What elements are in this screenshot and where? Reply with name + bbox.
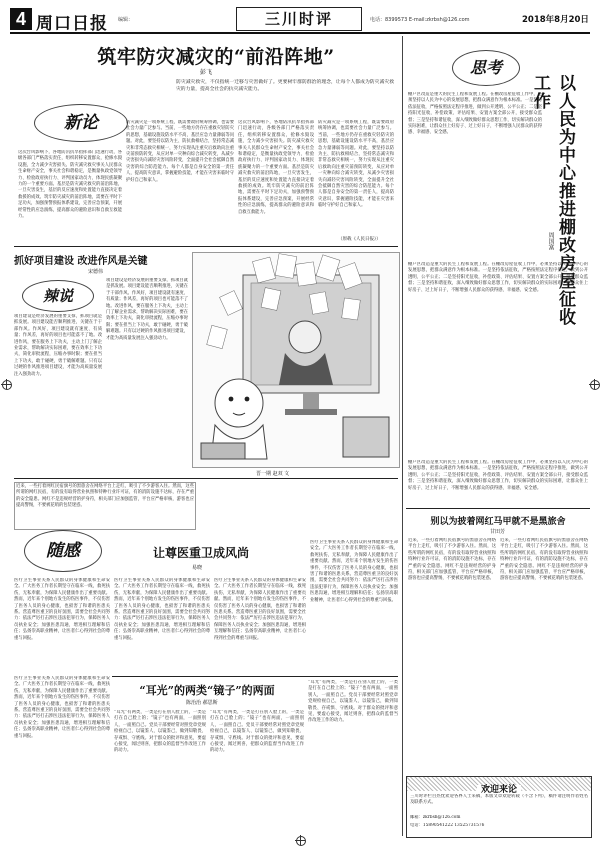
notice-box: 近来，一些打着网红民宿旗号的黑旅舍在网络平台上走红，吸引了不少游客入住。然而，这些所谓的网红民宿，有的没有取得营业执照和特种行业许可证，有的消防设施不达标，存在严重的安全隐患。网红不是违规经营的护身符，相关部门应加强监管，平台应严格审核，游客也应提高警惕，不要被花哨的包装迷惑。 xyxy=(14,482,196,530)
divider xyxy=(14,246,398,247)
paper-name: 周口日报 xyxy=(36,14,108,34)
section-name: 三川时评 xyxy=(264,10,333,28)
registration-mark-icon xyxy=(590,380,600,390)
welcome-title: 欢迎来论 xyxy=(477,785,521,795)
issue-date: 2018年8月20日 xyxy=(522,15,589,25)
article5-headline: 别以为披着网红马甲就不是黑旅舍 xyxy=(430,517,566,527)
article3-cont: 医疗卫生事业关系人民群众的身体健康和生命安全。广大医务工作者长期坚守在临床一线，救死扶伤，无私奉献，为保障人民健康作出了重要贡献。然而，近年来个别地方发生的伤医事件，不仅伤害了医务人员的身心健康，也损害了和谐的医患关系。营造尊医重卫的良好氛围，需要全社会共同努力：依法严厉打击涉医违法犯罪行为，保障医务人员执业安全；加强医患沟通，增进相互理解和信任；弘扬崇高职业精神，让医者仁心得到社会的尊重与回报。 xyxy=(14,676,110,739)
main-col-2: 防灾减灾是一项系统工程，既需要政府统筹协调，也需要社会力量广泛参与。当前，一些地方仍存在重救灾轻防灾的思想，基础设施设防水平不高，基层应急力量薄弱等问题。对此，要坚持以防为主、防抗救相结合，坚持常态减灾和非常态救灾相统一，努力实现从注重灾后救助向注重灾前预防转变，从应对单一灾种向综合减灾转变，从减少灾害损失向减轻灾害风险转变，全面提升全社会抵御自然灾害的综合防范能力。每个人都是自身安全的第一责任人，提高防灾意识，掌握避险技能，才能在灾害来临时守护好自己和家人。 xyxy=(126,120,234,183)
welcome-box xyxy=(406,776,592,838)
page-number-box xyxy=(10,8,32,30)
column-badge-suigan xyxy=(24,530,102,572)
column-badge-sikao xyxy=(452,50,520,86)
article3-col-4: 医疗卫生事业关系人民群众的身体健康和生命安全。广大医务工作者长期坚守在临床一线，救死扶伤，无私奉献，为保障人民健康作出了重要贡献。然而，近年来个别地方发生的伤医事件，不仅伤害了医务人员的身心健康，也损害了和谐的医患关系。营造尊医重卫的良好氛围，需要全社会共同努力：依法严厉打击涉医违法犯罪行为，保障医务人员执业安全；加强医患沟通，增进相互理解和信任；弘扬崇高职业精神，让医者仁心得到社会的尊重与回报。 xyxy=(310,540,398,603)
badge-label: 随感 xyxy=(46,541,80,561)
right-author: 周国富 xyxy=(547,232,554,250)
article4-author: 陈治治 郝思斯 xyxy=(186,700,218,706)
article3-headline: 让尊医重卫成风尚 xyxy=(152,546,249,560)
badge-label: 辣说 xyxy=(42,287,73,305)
article2-headline: 抓好项目建设 改进作风是关键 xyxy=(14,256,148,267)
cartoon-caption: 晋一期 赵双 文 xyxy=(256,471,290,477)
editor-credit: 编辑： xyxy=(118,17,134,23)
badge-label: 新论 xyxy=(64,113,98,133)
article3-col-1: 医疗卫生事业关系人民群众的身体健康和生命安全。广大医务工作者长期坚守在临床一线，救死扶伤，无私奉献，为保障人民健康作出了重要贡献。然而，近年来个别地方发生的伤医事件，不仅伤害了医务人员的身心健康，也损害了和谐的医患关系。营造尊医重卫的良好氛围，需要全社会共同努力：依法严厉打击涉医违法犯罪行为，保障医务人员执业安全；加强医患沟通，增进相互理解和信任；弘扬崇高职业精神，让医者仁心得到社会的尊重与回报。 xyxy=(14,578,110,641)
main-source: （原载《人民日报》） xyxy=(338,237,381,242)
article2-author: 宋德伟 xyxy=(88,269,104,275)
column-badge-xinlun xyxy=(34,104,128,142)
main-col-3: 这次台风影响下，各地防汛抗旱指挥部门迅速行动，各级各部门严格落实责任，组织转移安置群众，抢修水毁设施，全力减少灾害损失。防灾减灾救灾事关人民群众生命财产安全，事关社会和谐稳定，是衡量执政党领导力、检验政府执行力、评判国家动员力、体现民族凝聚力的一个重要方面。基层是防灾减灾救灾的前沿阵地，一旦灾害发生，基层的反应速度和处置能力直接决定着救援的成效。筑牢防灾减灾的前沿阵地，需要在平时下足功夫，加强预警预报体系建设，完善应急预案，开展经常性的应急演练，提高群众的避险意识和自救互救能力。 xyxy=(238,120,314,215)
main-col-1: 这次台风影响下，各地防汛抗旱指挥部门迅速行动，各级各部门严格落实责任，组织转移安置群众，抢修水毁设施，全力减少灾害损失。防灾减灾救灾事关人民群众生命财产安全，事关社会和谐稳定，是衡量执政党领导力、检验政府执行力、评判国家动员力、体现民族凝聚力的一个重要方面。基层是防灾减灾救灾的前沿阵地，一旦灾害发生，基层的反应速度和处置能力直接决定着救援的成效。筑牢防灾减灾的前沿阵地，需要在平时下足功夫，加强预警预报体系建设，完善应急预案，开展经常性的应急演练，提高群众的避险意识和自救互救能力。 xyxy=(18,150,122,220)
main-author: 彭飞 xyxy=(200,69,213,76)
article4-col-1: “耳光”有两类，一类是打在别人脸上的，一类是打在自己脸上的；“镜子”也有两面，一面照别人，一面照自己。党员干部要经常对照党章党规检视自己，以镜鉴人、以镜鉴己，做到知敬畏、存戒惧、守底线。对于群众的批评和意见，要虚心接受，闻过则喜，把群众的监督当作改进工作的动力。 xyxy=(114,710,206,754)
main-headline: 筑牢防灾减灾的“前沿阵地” xyxy=(97,46,335,68)
welcome-line-1: 三川时评栏目热忱欢迎各界人士来稿，本版文章欢迎转载（不含下列），稿件请注明作者姓名及联系方式。 xyxy=(410,794,588,806)
right-headline: 以人民为中心推进棚改房屋征收工作 xyxy=(530,74,575,326)
welcome-line-3: 电话：15890541222 13525731576 xyxy=(410,823,485,828)
article5-author: 甘田芳 xyxy=(490,529,506,535)
main-lead: 防灾减灾救灾，不仅指统一迁移与灾害做好了。更要树牢群防群治的理念，让每个人都成为防灾减灾救灾的力量，提高全社会的抗灾减灾能力。 xyxy=(176,80,394,92)
cartoon-illustration xyxy=(192,252,400,468)
article2-col-2: 项目建设是经济发展的重要支撑，抓项目就是抓发展。项目建设能否顺利推进，关键在于干部作风。作风好，项目建设就有速度、有质量；作风差，再好的项目也可能落不了地。改进作风，要在服务上下功夫，主动上门了解企业需求，帮助解决实际困难，要在效率上下功夫，简化审批流程，压缩办事时限；要在担当上下功夫，敢于碰硬，勇于破解难题。只有以过硬的作风推进项目建设，才能为高质量发展注入强劲动力。 xyxy=(106,278,188,341)
registration-mark-icon xyxy=(296,836,306,846)
article3-col-3: 医疗卫生事业关系人民群众的身体健康和生命安全。广大医务工作者长期坚守在临床一线，救死扶伤，无私奉献，为保障人民健康作出了重要贡献。然而，近年来个别地方发生的伤医事件，不仅伤害了医务人员的身心健康，也损害了和谐的医患关系。营造尊医重卫的良好氛围，需要全社会共同努力：依法严厉打击涉医违法犯罪行为，保障医务人员执业安全；加强医患沟通，增进相互理解和信任；弘扬崇高职业精神，让医者仁心得到社会的尊重与回报。 xyxy=(214,578,306,641)
right-col-1: 棚户区改造是重大的民生工程和发展工程。在棚改房屋征收工作中，必须坚持以人民为中心的发展思想，把群众满意作为根本标准。一是坚持依法征收，严格按照法定程序推进，做到公开透明、公平公正；二是坚持阳光征收，补偿政策、评估结果、安置方案全部公开，接受群众监督；三是坚持和谐征收，深入细致做好群众思想工作，切实解决群众的实际困难，让群众住上好房子、过上好日子，不断增强人民群众的获得感、幸福感、安全感。 xyxy=(408,92,542,136)
right-col-3: 棚户区改造是重大的民生工程和发展工程。在棚改房屋征收工作中，必须坚持以人民为中心的发展思想，把群众满意作为根本标准。一是坚持依法征收，严格按照法定程序推进，做到公开透明、公平公正；二是坚持阳光征收，补偿政策、评估结果、安置方案全部公开，接受群众监督；三是坚持和谐征收，深入细致做好群众思想工作，切实解决群众的实际困难，让群众住上好房子、过上好日子，不断增强人民群众的获得感、幸福感、安全感。 xyxy=(408,460,588,491)
column-badge-lashuo xyxy=(22,280,94,312)
divider xyxy=(14,478,398,479)
registration-mark-icon xyxy=(2,380,12,390)
cartoon-drawing xyxy=(193,253,399,467)
article4-col-2: “耳光”有两类，一类是打在别人脸上的，一类是打在自己脸上的；“镜子”也有两面，一面照别人，一面照自己。党员干部要经常对照党章党规检视自己，以镜鉴人、以镜鉴己，做到知敬畏、存戒惧、守底线。对于群众的批评和意见，要虚心接受，闻过则喜，把群众的监督当作改进工作的动力。 xyxy=(210,710,304,754)
article4-headline: “耳光”的两类“镜子”的两面 xyxy=(139,684,275,697)
divider xyxy=(406,508,590,509)
badge-label: 思考 xyxy=(469,58,502,77)
contact-info: 电话：8399573 E-mail:zkrbsh@126.com xyxy=(370,17,470,23)
article3-col-2: 医疗卫生事业关系人民群众的身体健康和生命安全。广大医务工作者长期坚守在临床一线，救死扶伤，无私奉献，为保障人民健康作出了重要贡献。然而，近年来个别地方发生的伤医事件，不仅伤害了医务人员的身心健康，也损害了和谐的医患关系。营造尊医重卫的良好氛围，需要全社会共同努力：依法严厉打击涉医违法犯罪行为，保障医务人员执业安全；加强医患沟通，增进相互理解和信任；弘扬崇高职业精神，让医者仁心得到社会的尊重与回报。 xyxy=(114,578,210,641)
article4-col-3: “耳光”有两类，一类是打在别人脸上的，一类是打在自己脸上的；“镜子”也有两面，一面照别人，一面照自己。党员干部要经常对照党章党规检视自己，以镜鉴人、以镜鉴己，做到知敬畏、存戒惧、守底线。对于群众的批评和意见，要虚心接受，闻过则喜，把群众的监督当作改进工作的动力。 xyxy=(308,680,398,724)
welcome-title-bar xyxy=(407,777,591,795)
article5-col-1: 近来，一些打着网红民宿旗号的黑旅舍在网络平台上走红，吸引了不少游客入住。然而，这些所谓的网红民宿，有的没有取得营业执照和特种行业许可证，有的消防设施不达标，存在严重的安全隐患。网红不是违规经营的护身符，相关部门应加强监管，平台应严格审核，游客也应提高警惕，不要被花哨的包装迷惑。 xyxy=(408,538,496,582)
header-rule xyxy=(10,32,590,34)
article5-col-2: 近来，一些打着网红民宿旗号的黑旅舍在网络平台上走红，吸引了不少游客入住。然而，这些所谓的网红民宿，有的没有取得营业执照和特种行业许可证，有的消防设施不达标，存在严重的安全隐患。网红不是违规经营的护身符，相关部门应加强监管，平台应严格审核，游客也应提高警惕，不要被花哨的包装迷惑。 xyxy=(500,538,588,582)
divider xyxy=(112,676,398,677)
right-col-2: 棚户区改造是重大的民生工程和发展工程。在棚改房屋征收工作中，必须坚持以人民为中心的发展思想，把群众满意作为根本标准。一是坚持依法征收，严格按照法定程序推进，做到公开透明、公平公正；二是坚持阳光征收，补偿政策、评估结果、安置方案全部公开，接受群众监督；三是坚持和谐征收，深入细致做好群众思想工作，切实解决群众的实际困难，让群众住上好房子、过上好日子，不断增强人民群众的获得感、幸福感、安全感。 xyxy=(408,262,588,293)
article3-author: 易晓 xyxy=(192,565,203,571)
welcome-line-2: 邮箱：zkrbsh@126.com xyxy=(410,815,461,820)
article2-col-1: 项目建设是经济发展的重要支撑，抓项目就是抓发展。项目建设能否顺利推进，关键在于干部作风。作风好，项目建设就有速度、有质量；作风差，再好的项目也可能落不了地。改进作风，要在服务上下功夫，主动上门了解企业需求，帮助解决实际困难，要在效率上下功夫，简化审批流程，压缩办事时限；要在担当上下功夫，敢于碰硬，勇于破解难题。只有以过硬的作风推进项目建设，才能为高质量发展注入强劲动力。 xyxy=(14,314,102,377)
page-header xyxy=(10,6,590,34)
section-name-box xyxy=(236,7,362,31)
main-col-4: 防灾减灾是一项系统工程，既需要政府统筹协调，也需要社会力量广泛参与。当前，一些地方仍存在重救灾轻防灾的思想，基础设施设防水平不高，基层应急力量薄弱等问题。对此，要坚持以防为主、防抗救相结合，坚持常态减灾和非常态救灾相统一，努力实现从注重灾后救助向注重灾前预防转变，从应对单一灾种向综合减灾转变，从减少灾害损失向减轻灾害风险转变，全面提升全社会抵御自然灾害的综合防范能力。每个人都是自身安全的第一责任人，提高防灾意识，掌握避险技能，才能在灾害来临时守护好自己和家人。 xyxy=(318,120,394,209)
column-divider xyxy=(402,36,403,836)
page-number: 4 xyxy=(15,9,26,29)
